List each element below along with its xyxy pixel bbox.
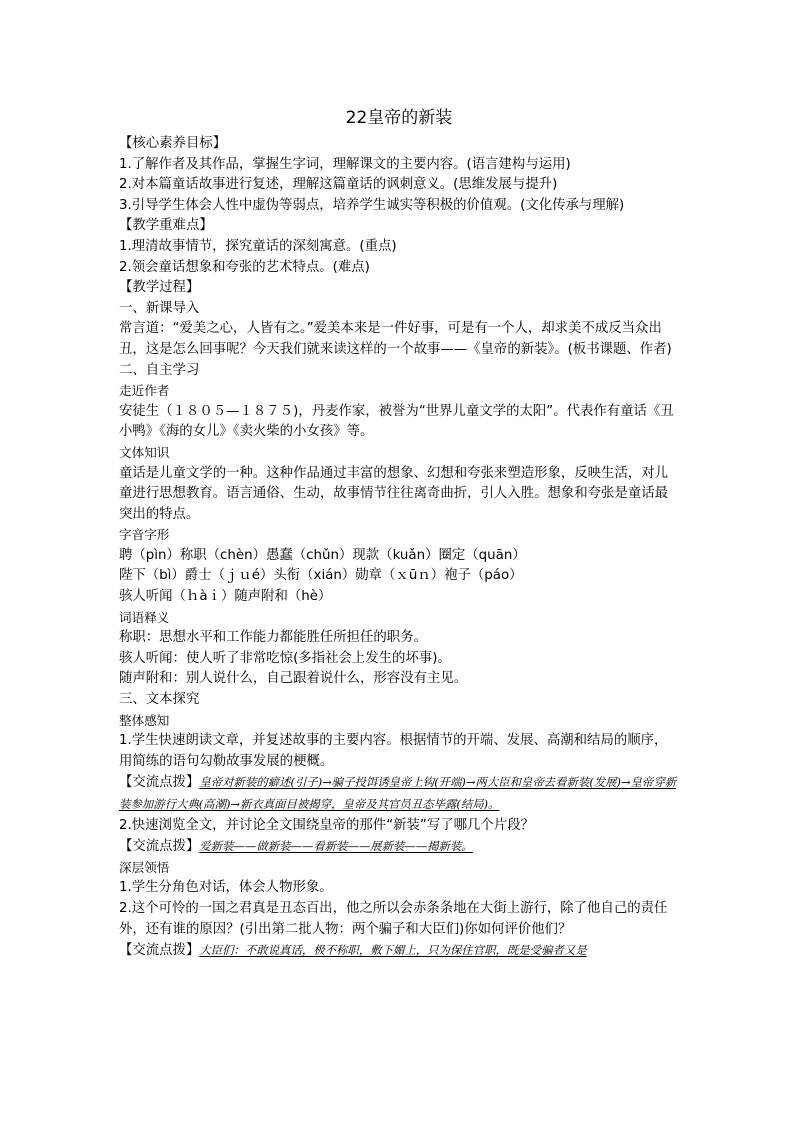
part-3-heading: 三、文本探究: [119, 692, 200, 708]
words-heading: 词语释义: [119, 609, 170, 625]
author-paragraph: 安徒生（１８０５—１８７５)，丹麦作家，被誉为“世界儿童文学的太阳”。代表作有童话《丑小鸭》《海的女儿》《卖火柴的小女孩》等。: [119, 403, 674, 440]
tip-label: 【交流点拨】: [119, 775, 200, 791]
overall-heading: 整体感知: [119, 712, 170, 728]
chars-line-1: 聘（pìn）称职（chèn）愚蠢（chǔn）现款（kuǎn）圈定（quān）: [119, 547, 526, 563]
word-2: 骇人听闻：使人听了非常吃惊(多指社会上发生的坏事)。: [119, 650, 451, 666]
tip-3: [119, 940, 679, 962]
task-1: 1.学生快速朗读文章，并复述故事的主要内容。根据情节的开端、发展、高潮和结局的顺序，用简练的语句勾勒故事发展的梗概。: [119, 733, 668, 769]
goal-2: 2.对本篇童话故事进行复述，理解这篇童话的讽刺意义。(思维发展与提升): [119, 177, 558, 193]
tip-1-text: 皇帝对新装的癖述(引子)→骗子投饵诱皇帝上钩(开端)→两大臣和皇帝去看新装(发展)→皇帝穿新装参加游行大典(高潮)→新衣真面目被揭穿，皇帝及其官员丑态毕露(结局)。: [119, 775, 677, 811]
part-1-heading: 一、新课导入: [119, 300, 200, 316]
tip-2: [119, 836, 679, 858]
chars-line-2: 陛下（bì）爵士（ｊｕé）头衔（xián）勋章（ｘūｎ）袍子（páo）: [119, 568, 523, 584]
part-2-heading: 二、自主学习: [119, 362, 200, 378]
genre-paragraph: 童话是儿童文学的一种。这种作品通过丰富的想象、幻想和夸张来塑造形象，反映生活，对儿童进行思想教育。语言通俗、生动，故事情节往往离奇曲折，引人入胜。想象和夸张是童话最突出的特点。: [119, 465, 669, 522]
task-4: 2.这个可怜的一国之君真是丑态百出，他之所以会赤条条地在大街上游行，除了他自己的责任外，还有谁的原因？(引出第二批人物：两个骗子和大臣们)你如何评价他们？: [119, 900, 668, 937]
chars-line-3: 骇人听闻（ｈàｉ）随声附和（hè）: [119, 589, 332, 605]
tip-2-text: 爱新装——做新装——看新装——展新装——揭新装。: [199, 839, 473, 854]
tip-label: 【交流点拨】: [119, 943, 200, 959]
task-3: 1.学生分角色对话，体会人物形象。: [119, 880, 333, 896]
goal-1: 1.了解作者及其作品，掌握生字词，理解课文的主要内容。(语言建构与运用): [119, 156, 571, 172]
key-point-1: 1.理清故事情节，探究童话的深刻寓意。(重点): [119, 238, 397, 254]
word-1: 称职：思想水平和工作能力都能胜任所担任的职务。: [119, 630, 427, 646]
author-heading: 走近作者: [119, 383, 170, 399]
tip-1: [119, 772, 679, 815]
tip-3-text: 大臣们：不敢说真话，极不称职，敷下媚上，只为保住官职，既是受骗者又是: [199, 943, 587, 958]
word-3: 随声附和：别人说什么，自己跟着说什么，形容没有主见。: [119, 671, 468, 687]
section-process: 【教学过程】: [119, 280, 200, 296]
deep-heading: 深层领悟: [119, 859, 170, 875]
document-page: [119, 104, 679, 962]
key-point-2: 2.领会童话想象和夸张的艺术特点。(难点): [119, 259, 370, 275]
goal-3: 3.引导学生体会人性中虚伪等弱点，培养学生诚实等积极的价值观。(文化传承与理解): [119, 197, 625, 213]
section-goals: 【核心素养目标】: [119, 136, 227, 151]
tip-label: 【交流点拨】: [119, 839, 200, 855]
section-key-points: 【教学重难点】: [119, 218, 213, 234]
intro-paragraph: 常言道：“爱美之心，人皆有之。”爱美本来是一件好事，可是有一个人，却求美不成反当众出丑，这是怎么回事呢？今天我们就来读这样的一个故事——《皇帝的新装》。(板书课题、作者): [119, 321, 672, 357]
task-2: 2.快速浏览全文，并讨论全文围绕皇帝的那件“新装”写了哪几个片段？: [119, 817, 534, 833]
genre-heading: 文体知识: [119, 444, 170, 460]
chars-heading: 字音字形: [119, 527, 170, 543]
page-title: 22皇帝的新装: [345, 108, 453, 128]
